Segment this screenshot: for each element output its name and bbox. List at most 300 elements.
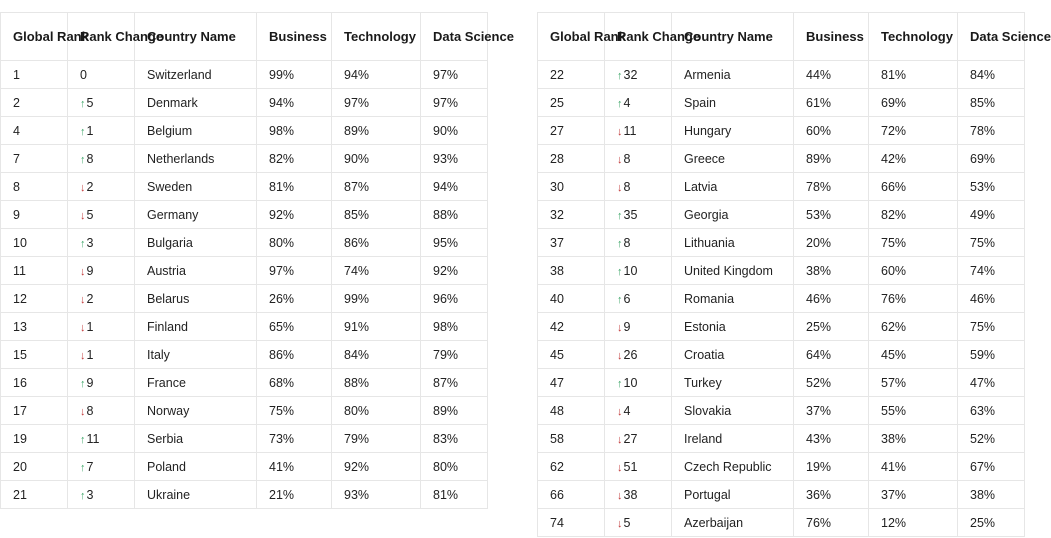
rank-change-value: 3 xyxy=(86,235,94,250)
business-cell: 64% xyxy=(794,341,869,369)
global-rank-cell: 66 xyxy=(538,481,605,509)
ranking-table-right xyxy=(537,12,1051,537)
global-rank-cell: 42 xyxy=(538,313,605,341)
rank-change-cell xyxy=(605,61,672,89)
table-row xyxy=(1,201,488,229)
data-science-cell: 63% xyxy=(958,397,1025,425)
country-name-cell: United Kingdom xyxy=(672,257,794,285)
country-name-cell: Slovakia xyxy=(672,397,794,425)
rank-change-value: 11 xyxy=(86,431,100,446)
table-row xyxy=(538,509,1025,537)
technology-cell: 79% xyxy=(332,425,421,453)
global-rank-cell: 17 xyxy=(1,397,68,425)
business-cell: 81% xyxy=(257,173,332,201)
table-row xyxy=(1,341,488,369)
rank-change-cell xyxy=(605,481,672,509)
rank-change-cell xyxy=(605,369,672,397)
table-row xyxy=(538,61,1025,89)
arrow-down-icon: ↓ xyxy=(80,293,86,306)
arrow-down-icon: ↓ xyxy=(617,181,623,194)
technology-cell: 81% xyxy=(869,61,958,89)
global-rank-cell: 27 xyxy=(538,117,605,145)
header-country-name: Country Name xyxy=(135,13,257,61)
country-name-cell: Finland xyxy=(135,313,257,341)
global-rank-cell: 1 xyxy=(1,61,68,89)
country-name-cell: Denmark xyxy=(135,89,257,117)
technology-cell: 62% xyxy=(869,313,958,341)
business-cell: 99% xyxy=(257,61,332,89)
rank-change-cell xyxy=(68,341,135,369)
header-technology: Technology xyxy=(332,13,421,61)
technology-cell: 88% xyxy=(332,369,421,397)
arrow-up-icon: ↑ xyxy=(80,489,86,502)
business-cell: 37% xyxy=(794,397,869,425)
table-row xyxy=(538,369,1025,397)
table-row xyxy=(538,89,1025,117)
rank-change-cell xyxy=(68,257,135,285)
arrow-up-icon: ↑ xyxy=(617,377,623,390)
country-name-cell: Greece xyxy=(672,145,794,173)
rank-change-value: 5 xyxy=(86,95,94,110)
table-row xyxy=(538,313,1025,341)
country-name-cell: Armenia xyxy=(672,61,794,89)
technology-cell: 69% xyxy=(869,89,958,117)
table-row xyxy=(1,173,488,201)
rank-change-cell xyxy=(68,145,135,173)
arrow-up-icon: ↑ xyxy=(80,97,86,110)
global-rank-cell: 13 xyxy=(1,313,68,341)
country-name-cell: Portugal xyxy=(672,481,794,509)
table-row xyxy=(1,425,488,453)
technology-cell: 72% xyxy=(869,117,958,145)
global-rank-cell: 74 xyxy=(538,509,605,537)
country-name-cell: Belgium xyxy=(135,117,257,145)
country-name-cell: Sweden xyxy=(135,173,257,201)
business-cell: 78% xyxy=(794,173,869,201)
country-name-cell: Romania xyxy=(672,285,794,313)
business-cell: 89% xyxy=(794,145,869,173)
arrow-up-icon: ↑ xyxy=(617,265,623,278)
technology-cell: 38% xyxy=(869,425,958,453)
arrow-up-icon: ↑ xyxy=(617,209,623,222)
arrow-down-icon: ↓ xyxy=(617,321,623,334)
country-name-cell: Poland xyxy=(135,453,257,481)
technology-cell: 89% xyxy=(332,117,421,145)
business-cell: 80% xyxy=(257,229,332,257)
rank-change-value: 11 xyxy=(623,123,637,138)
business-cell: 44% xyxy=(794,61,869,89)
header-global-rank: Global Rank xyxy=(538,13,605,61)
global-rank-cell: 9 xyxy=(1,201,68,229)
global-rank-cell: 19 xyxy=(1,425,68,453)
rank-change-value: 1 xyxy=(86,347,94,362)
rank-change-value: 1 xyxy=(86,319,94,334)
rank-change-value: 51 xyxy=(623,459,638,474)
technology-cell: 91% xyxy=(332,313,421,341)
table-row xyxy=(1,313,488,341)
business-cell: 53% xyxy=(794,201,869,229)
technology-cell: 99% xyxy=(332,285,421,313)
data-science-cell: 87% xyxy=(421,369,488,397)
arrow-up-icon: ↑ xyxy=(80,125,86,138)
arrow-down-icon: ↓ xyxy=(617,517,623,530)
arrow-down-icon: ↓ xyxy=(617,153,623,166)
rank-change-cell xyxy=(605,201,672,229)
business-cell: 25% xyxy=(794,313,869,341)
business-cell: 73% xyxy=(257,425,332,453)
header-business: Business xyxy=(257,13,332,61)
global-rank-cell: 58 xyxy=(538,425,605,453)
technology-cell: 74% xyxy=(332,257,421,285)
arrow-down-icon: ↓ xyxy=(617,489,623,502)
data-science-cell: 49% xyxy=(958,201,1025,229)
rank-change-cell xyxy=(68,369,135,397)
rank-change-cell xyxy=(605,313,672,341)
table-row xyxy=(1,481,488,509)
rank-change-value: 8 xyxy=(86,151,94,166)
table-row xyxy=(538,397,1025,425)
arrow-up-icon: ↑ xyxy=(80,433,86,446)
data-science-cell: 25% xyxy=(958,509,1025,537)
rank-change-cell xyxy=(68,425,135,453)
global-rank-cell: 10 xyxy=(1,229,68,257)
rank-change-cell xyxy=(68,61,135,89)
rank-change-value: 8 xyxy=(623,179,631,194)
header-data-science: Data Science xyxy=(421,13,488,61)
business-cell: 94% xyxy=(257,89,332,117)
data-science-cell: 59% xyxy=(958,341,1025,369)
rank-change-value: 4 xyxy=(623,95,631,110)
arrow-up-icon: ↑ xyxy=(617,69,623,82)
rank-change-value: 2 xyxy=(86,291,94,306)
rank-change-value: 6 xyxy=(623,291,631,306)
global-rank-cell: 47 xyxy=(538,369,605,397)
table-row xyxy=(538,173,1025,201)
data-science-cell: 75% xyxy=(958,229,1025,257)
data-science-cell: 53% xyxy=(958,173,1025,201)
header-business: Business xyxy=(794,13,869,61)
data-science-cell: 67% xyxy=(958,453,1025,481)
business-cell: 38% xyxy=(794,257,869,285)
table-row xyxy=(1,369,488,397)
data-science-cell: 69% xyxy=(958,145,1025,173)
business-cell: 65% xyxy=(257,313,332,341)
table-body xyxy=(538,61,1025,537)
business-cell: 26% xyxy=(257,285,332,313)
rank-change-value: 27 xyxy=(623,431,638,446)
country-name-cell: Estonia xyxy=(672,313,794,341)
table-row xyxy=(538,425,1025,453)
technology-cell: 80% xyxy=(332,397,421,425)
data-science-cell: 46% xyxy=(958,285,1025,313)
data-science-cell: 89% xyxy=(421,397,488,425)
country-name-cell: Ireland xyxy=(672,425,794,453)
country-name-cell: Bulgaria xyxy=(135,229,257,257)
table-row xyxy=(1,61,488,89)
global-rank-cell: 8 xyxy=(1,173,68,201)
arrow-up-icon: ↑ xyxy=(80,237,86,250)
data-science-cell: 93% xyxy=(421,145,488,173)
table-row xyxy=(1,145,488,173)
business-cell: 19% xyxy=(794,453,869,481)
rank-change-value: 26 xyxy=(623,347,638,362)
technology-cell: 85% xyxy=(332,201,421,229)
technology-cell: 84% xyxy=(332,341,421,369)
global-rank-cell: 62 xyxy=(538,453,605,481)
business-cell: 52% xyxy=(794,369,869,397)
rank-change-value: 5 xyxy=(623,515,631,530)
global-rank-cell: 12 xyxy=(1,285,68,313)
data-science-cell: 97% xyxy=(421,89,488,117)
table-row xyxy=(538,341,1025,369)
arrow-down-icon: ↓ xyxy=(80,209,86,222)
country-name-cell: Austria xyxy=(135,257,257,285)
data-science-cell: 85% xyxy=(958,89,1025,117)
rank-change-cell xyxy=(68,285,135,313)
business-cell: 60% xyxy=(794,117,869,145)
arrow-down-icon: ↓ xyxy=(80,405,86,418)
rank-change-value: 8 xyxy=(86,403,94,418)
header-global-rank: Global Rank xyxy=(1,13,68,61)
rank-change-cell xyxy=(605,285,672,313)
technology-cell: 66% xyxy=(869,173,958,201)
table-row xyxy=(1,453,488,481)
rank-change-cell xyxy=(68,481,135,509)
rank-change-cell xyxy=(605,89,672,117)
technology-cell: 86% xyxy=(332,229,421,257)
table-row xyxy=(1,89,488,117)
arrow-up-icon: ↑ xyxy=(617,97,623,110)
business-cell: 21% xyxy=(257,481,332,509)
rank-change-cell xyxy=(68,453,135,481)
technology-cell: 41% xyxy=(869,453,958,481)
rank-change-value: 32 xyxy=(623,67,638,82)
header-country-name: Country Name xyxy=(672,13,794,61)
rank-change-value: 7 xyxy=(86,459,94,474)
rank-change-cell xyxy=(68,313,135,341)
technology-cell: 57% xyxy=(869,369,958,397)
table-row xyxy=(1,117,488,145)
country-name-cell: Croatia xyxy=(672,341,794,369)
data-science-cell: 92% xyxy=(421,257,488,285)
table-row xyxy=(1,285,488,313)
data-science-cell: 88% xyxy=(421,201,488,229)
technology-cell: 12% xyxy=(869,509,958,537)
arrow-up-icon: ↑ xyxy=(80,377,86,390)
header-rank-change: Rank Change xyxy=(605,13,672,61)
arrow-down-icon: ↓ xyxy=(617,405,623,418)
global-rank-cell: 15 xyxy=(1,341,68,369)
business-cell: 61% xyxy=(794,89,869,117)
data-science-cell: 95% xyxy=(421,229,488,257)
global-rank-cell: 21 xyxy=(1,481,68,509)
ranking-table-left xyxy=(0,12,514,509)
rank-change-cell xyxy=(605,425,672,453)
global-rank-cell: 40 xyxy=(538,285,605,313)
technology-cell: 42% xyxy=(869,145,958,173)
business-cell: 86% xyxy=(257,341,332,369)
rank-change-cell xyxy=(605,453,672,481)
global-rank-cell: 7 xyxy=(1,145,68,173)
rank-change-cell xyxy=(68,173,135,201)
arrow-up-icon: ↑ xyxy=(617,293,623,306)
global-rank-cell: 45 xyxy=(538,341,605,369)
rank-change-cell xyxy=(605,509,672,537)
data-science-cell: 79% xyxy=(421,341,488,369)
global-rank-cell: 38 xyxy=(538,257,605,285)
country-name-cell: Netherlands xyxy=(135,145,257,173)
rank-change-value: 2 xyxy=(86,179,94,194)
rank-change-cell xyxy=(605,229,672,257)
country-name-cell: Germany xyxy=(135,201,257,229)
business-cell: 43% xyxy=(794,425,869,453)
rank-change-value: 10 xyxy=(623,263,638,278)
rank-change-cell xyxy=(68,201,135,229)
country-name-cell: Belarus xyxy=(135,285,257,313)
rank-change-value: 10 xyxy=(623,375,638,390)
rank-change-cell xyxy=(68,89,135,117)
global-rank-cell: 4 xyxy=(1,117,68,145)
header-rank-change: Rank Change xyxy=(68,13,135,61)
business-cell: 41% xyxy=(257,453,332,481)
arrow-down-icon: ↓ xyxy=(617,125,623,138)
table-row xyxy=(538,285,1025,313)
arrow-up-icon: ↑ xyxy=(80,461,86,474)
rank-change-cell xyxy=(605,173,672,201)
technology-cell: 82% xyxy=(869,201,958,229)
business-cell: 98% xyxy=(257,117,332,145)
rank-change-value: 5 xyxy=(86,207,94,222)
country-name-cell: France xyxy=(135,369,257,397)
data-science-cell: 83% xyxy=(421,425,488,453)
data-science-cell: 75% xyxy=(958,313,1025,341)
global-rank-cell: 48 xyxy=(538,397,605,425)
country-name-cell: Georgia xyxy=(672,201,794,229)
table-row xyxy=(1,397,488,425)
rank-change-value: 8 xyxy=(623,235,631,250)
table-row xyxy=(538,481,1025,509)
data-science-cell: 38% xyxy=(958,481,1025,509)
global-rank-cell: 25 xyxy=(538,89,605,117)
country-name-cell: Serbia xyxy=(135,425,257,453)
data-science-cell: 47% xyxy=(958,369,1025,397)
arrow-down-icon: ↓ xyxy=(80,321,86,334)
table-header xyxy=(1,13,514,61)
country-name-cell: Turkey xyxy=(672,369,794,397)
arrow-down-icon: ↓ xyxy=(617,433,623,446)
country-name-cell: Spain xyxy=(672,89,794,117)
technology-cell: 37% xyxy=(869,481,958,509)
arrow-down-icon: ↓ xyxy=(617,349,623,362)
data-science-cell: 96% xyxy=(421,285,488,313)
rank-change-value: 35 xyxy=(623,207,638,222)
global-rank-cell: 2 xyxy=(1,89,68,117)
country-name-cell: Latvia xyxy=(672,173,794,201)
rank-change-value: 1 xyxy=(86,123,94,138)
country-name-cell: Hungary xyxy=(672,117,794,145)
country-name-cell: Azerbaijan xyxy=(672,509,794,537)
technology-cell: 76% xyxy=(869,285,958,313)
table-body xyxy=(1,61,488,509)
data-science-cell: 98% xyxy=(421,313,488,341)
global-rank-cell: 20 xyxy=(1,453,68,481)
global-rank-cell: 32 xyxy=(538,201,605,229)
country-name-cell: Switzerland xyxy=(135,61,257,89)
business-cell: 82% xyxy=(257,145,332,173)
technology-cell: 60% xyxy=(869,257,958,285)
business-cell: 20% xyxy=(794,229,869,257)
rank-change-cell xyxy=(605,397,672,425)
business-cell: 75% xyxy=(257,397,332,425)
country-name-cell: Lithuania xyxy=(672,229,794,257)
rank-change-cell xyxy=(605,145,672,173)
table-row xyxy=(538,201,1025,229)
data-science-cell: 52% xyxy=(958,425,1025,453)
rank-change-value: 3 xyxy=(86,487,94,502)
business-cell: 97% xyxy=(257,257,332,285)
business-cell: 92% xyxy=(257,201,332,229)
table-header xyxy=(538,13,1051,61)
rank-change-cell xyxy=(68,397,135,425)
arrow-down-icon: ↓ xyxy=(617,461,623,474)
technology-cell: 94% xyxy=(332,61,421,89)
arrow-down-icon: ↓ xyxy=(80,349,86,362)
global-rank-cell: 37 xyxy=(538,229,605,257)
global-rank-cell: 22 xyxy=(538,61,605,89)
rank-change-cell xyxy=(605,117,672,145)
rank-change-value: 8 xyxy=(623,151,631,166)
country-name-cell: Czech Republic xyxy=(672,453,794,481)
business-cell: 68% xyxy=(257,369,332,397)
technology-cell: 87% xyxy=(332,173,421,201)
header-data-science: Data Science xyxy=(958,13,1025,61)
business-cell: 46% xyxy=(794,285,869,313)
table-row xyxy=(538,257,1025,285)
global-rank-cell: 28 xyxy=(538,145,605,173)
table-row xyxy=(538,145,1025,173)
arrow-down-icon: ↓ xyxy=(80,265,86,278)
arrow-down-icon: ↓ xyxy=(80,181,86,194)
header-technology: Technology xyxy=(869,13,958,61)
rank-change-cell xyxy=(605,257,672,285)
rank-change-value: 38 xyxy=(623,487,638,502)
business-cell: 36% xyxy=(794,481,869,509)
technology-cell: 75% xyxy=(869,229,958,257)
technology-cell: 97% xyxy=(332,89,421,117)
rank-change-value: 4 xyxy=(623,403,631,418)
data-science-cell: 90% xyxy=(421,117,488,145)
table-row xyxy=(1,229,488,257)
data-science-cell: 78% xyxy=(958,117,1025,145)
global-rank-cell: 30 xyxy=(538,173,605,201)
data-science-cell: 81% xyxy=(421,481,488,509)
data-science-cell: 74% xyxy=(958,257,1025,285)
country-name-cell: Ukraine xyxy=(135,481,257,509)
global-rank-cell: 11 xyxy=(1,257,68,285)
data-science-cell: 97% xyxy=(421,61,488,89)
business-cell: 76% xyxy=(794,509,869,537)
rank-change-cell xyxy=(605,341,672,369)
rank-change-value: 9 xyxy=(86,375,94,390)
data-science-cell: 94% xyxy=(421,173,488,201)
rank-change-cell xyxy=(68,117,135,145)
technology-cell: 45% xyxy=(869,341,958,369)
country-name-cell: Norway xyxy=(135,397,257,425)
data-science-cell: 84% xyxy=(958,61,1025,89)
table-row xyxy=(538,117,1025,145)
rank-change-value: 9 xyxy=(86,263,94,278)
data-science-cell: 80% xyxy=(421,453,488,481)
